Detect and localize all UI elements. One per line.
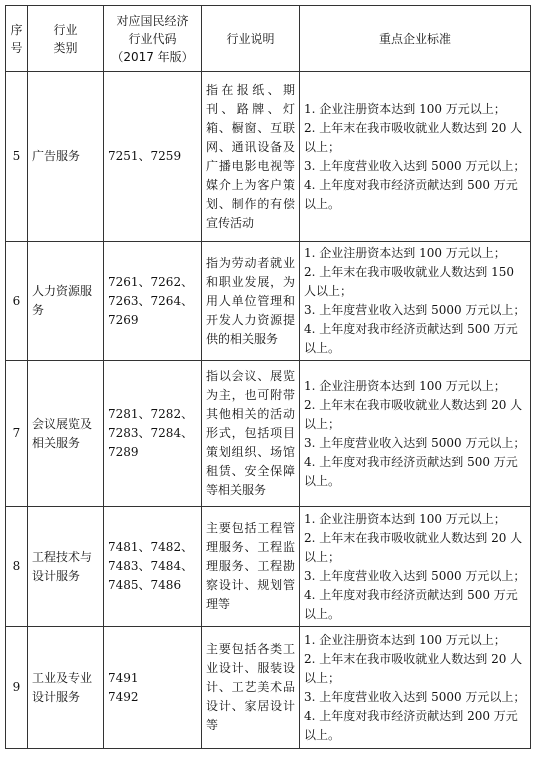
standard-item: 4. 上年度对我市经济贡献达到 500 万元以上。 [304,177,518,211]
standard-item: 1. 企业注册资本达到 100 万元以上； [304,101,506,116]
code-line: 7483、7484、 [108,559,194,573]
standard-item: 1. 企业注册资本达到 100 万元以上； [304,632,506,647]
standard-item: 2. 上年末在我市吸收就业人数达到 20 人以上； [304,651,523,685]
standard-item: 3. 上年度营业收入达到 5000 万元以上； [304,158,526,173]
code-line: 7281、7282、 [108,407,194,421]
standard-item: 2. 上年末在我市吸收就业人数达到 150 人以上； [304,265,514,298]
row-code [104,507,202,627]
code-line: 7269 [108,312,139,327]
row-code [104,627,202,749]
standard-item: 4. 上年度对我市经济贡献达到 200 万元以上。 [304,708,518,742]
code-line: 7283、7284、 [108,426,194,440]
header-code: 对应国民经济 行业代码 （2017 年版） [104,6,202,72]
code-line: 7261、7262、 [108,274,194,289]
standard-item: 2. 上年末在我市吸收就业人数达到 20 人以上； [304,530,523,564]
row-description: 主要包括工程管理服务、工程监理服务、工程勘察设计、规划管理等 [202,507,300,627]
header-standard: 重点企业标准 [300,6,531,72]
row-standards [300,242,531,361]
table-row [6,507,531,627]
row-standards [300,507,531,627]
code-line: 7481、7482、 [108,540,194,554]
standard-item: 2. 上年末在我市吸收就业人数达到 20 人以上； [304,120,523,154]
industry-standard-table [5,5,531,749]
row-standards [300,627,531,749]
code-line: 7289 [108,445,139,459]
row-category: 工程技术与设计服务 [28,507,104,627]
row-category: 人力资源服务 [28,242,104,361]
code-line: 7491 [108,670,139,685]
code-line: 7492 [108,689,139,704]
standard-item: 1. 企业注册资本达到 100 万元以上； [304,246,506,260]
row-seq: 8 [6,507,28,627]
row-category: 工业及专业设计服务 [28,627,104,749]
standard-item: 3. 上年度营业收入达到 5000 万元以上； [304,689,526,704]
code-line: 7251、7259 [108,149,182,163]
code-line: 7263、7264、 [108,293,194,308]
row-seq: 9 [6,627,28,749]
code-line: 7485、7486 [108,578,182,592]
header-category: 行业 类别 [28,6,104,72]
table-row [6,242,531,361]
row-category: 广告服务 [28,72,104,242]
table-body [6,72,531,749]
header-seq: 序 号 [6,6,28,72]
standard-item: 4. 上年度对我市经济贡献达到 500 万元以上。 [304,322,518,355]
row-seq: 5 [6,72,28,242]
standard-item: 1. 企业注册资本达到 100 万元以上； [304,511,506,526]
standard-item: 3. 上年度营业收入达到 5000 万元以上； [304,303,526,317]
standard-item: 4. 上年度对我市经济贡献达到 500 万元以上。 [304,587,518,621]
row-seq: 7 [6,361,28,507]
row-category: 会议展览及相关服务 [28,361,104,507]
standard-item: 3. 上年度营业收入达到 5000 万元以上； [304,568,526,583]
row-code [104,72,202,242]
table-row [6,627,531,749]
row-description: 指为劳动者就业和职业发展，为用人单位管理和开发人力资源提供的相关服务 [202,242,300,361]
standard-item: 1. 企业注册资本达到 100 万元以上； [304,378,506,393]
standard-item: 3. 上年度营业收入达到 5000 万元以上； [304,435,526,450]
table-row [6,72,531,242]
table-header-row [6,6,531,72]
table-row [6,361,531,507]
row-description: 指以会议、展览为主，也可附带其他相关的活动形式，包括项目策划组织、场馆租赁、安全保障等相关服务 [202,361,300,507]
header-description: 行业说明 [202,6,300,72]
standard-item: 2. 上年末在我市吸收就业人数达到 20 人以上； [304,397,523,431]
row-standards [300,361,531,507]
row-seq: 6 [6,242,28,361]
standard-item: 4. 上年度对我市经济贡献达到 500 万元以上。 [304,454,518,488]
row-description: 主要包括各类工业设计、服装设计、工艺美术品设计、家居设计等 [202,627,300,749]
row-code [104,242,202,361]
row-description: 指在报纸、期刊、路牌、灯箱、橱窗、互联网、通讯设备及广播电影电视等媒介上为客户策划、制作的有偿宣传活动 [202,72,300,242]
row-standards [300,72,531,242]
row-code [104,361,202,507]
